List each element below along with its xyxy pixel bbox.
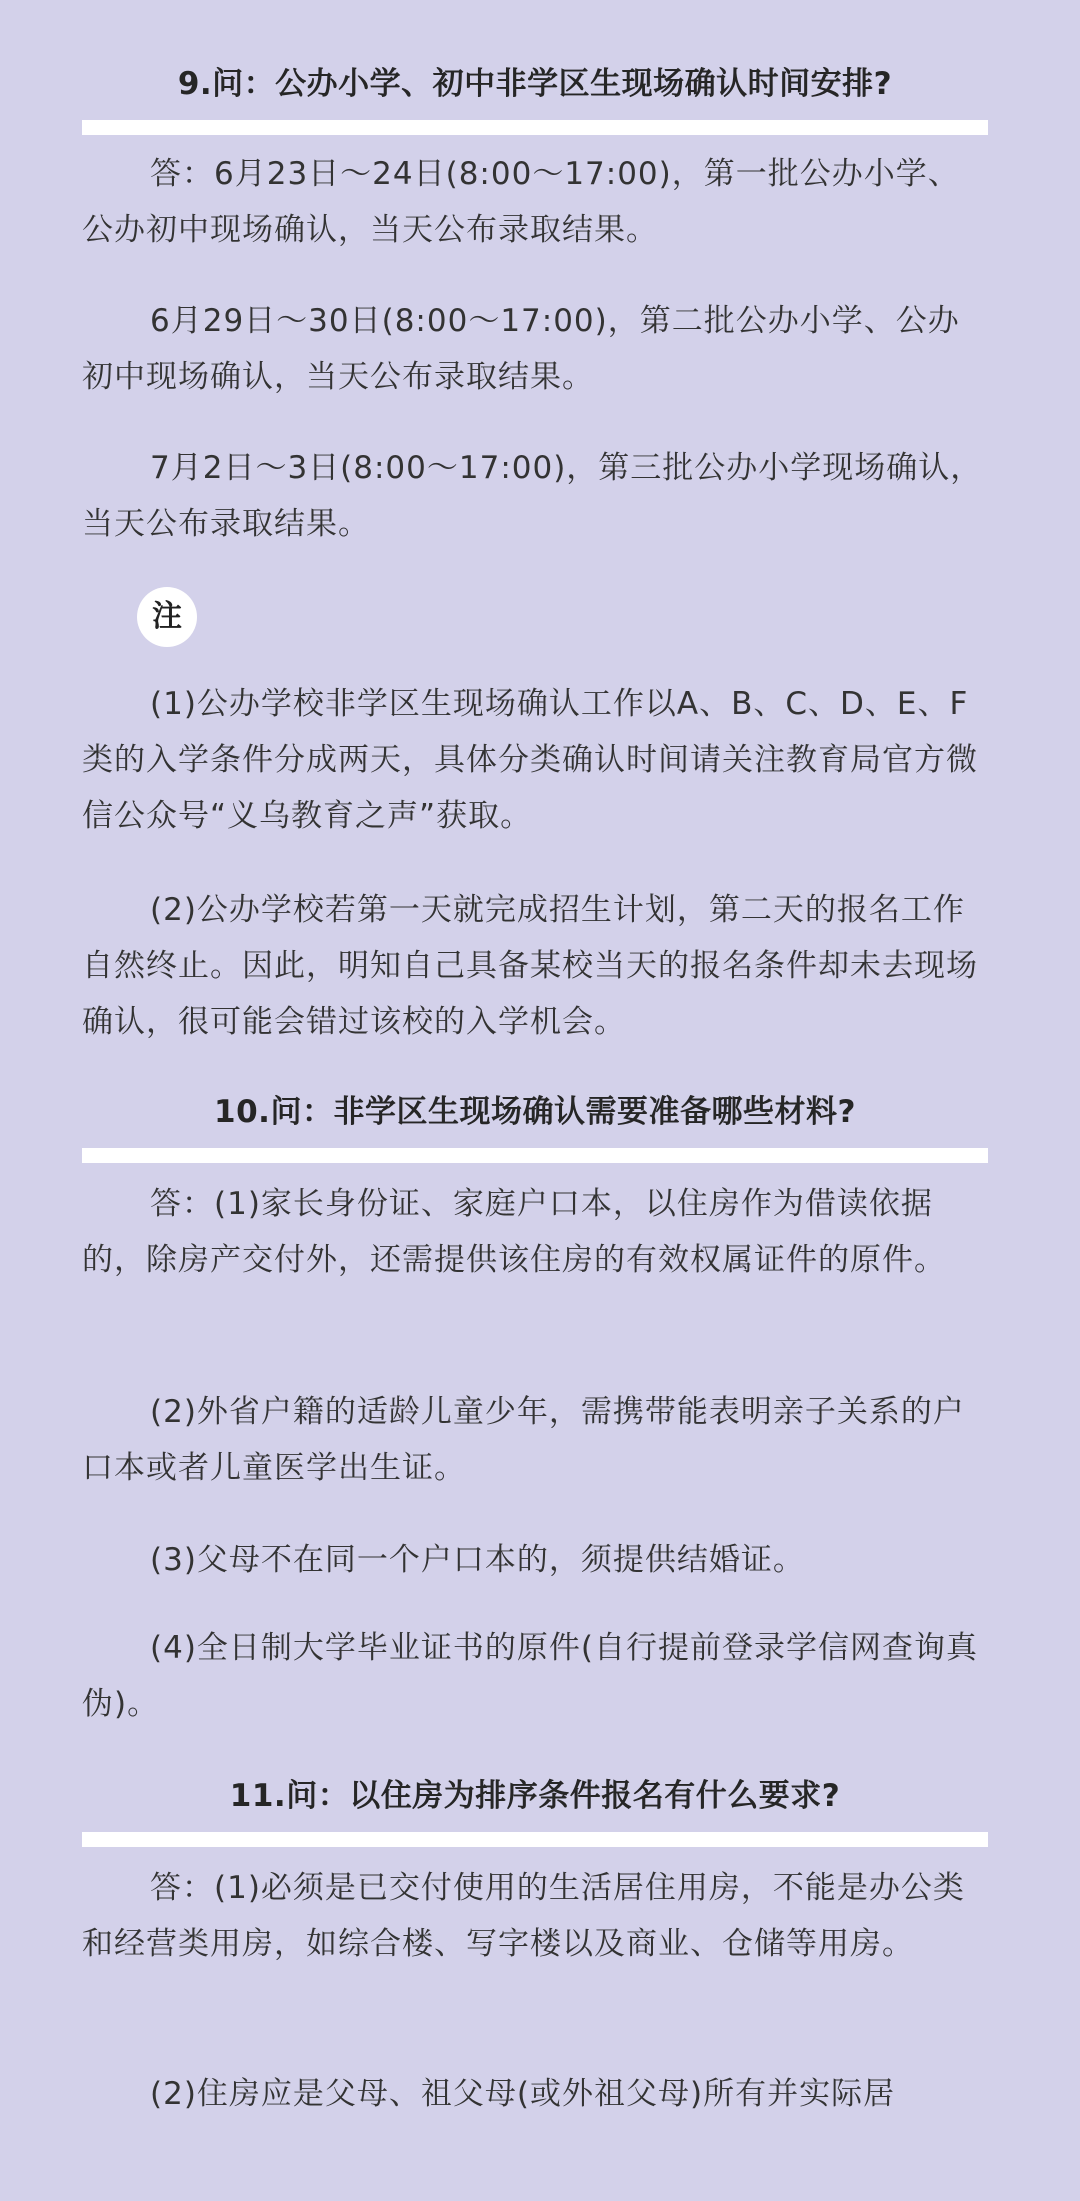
question-10-divider-bar <box>82 1148 988 1163</box>
q10-answer-paragraph-3: (3)父母不在同一个户口本的，须提供结婚证。 <box>150 1542 805 1578</box>
q9-answer-paragraph-3: 7月2日～3日(8:00～17:00)，第三批公办小学现场确认，当天公布录取结果。 <box>82 450 983 542</box>
question-9-divider-bar <box>82 120 988 135</box>
question-11-header <box>82 1774 988 1847</box>
q9-answer-paragraph-1: 答：6月23日～24日(8:00～17:00)，第一批公办小学、公办初中现场确认，当天公布录取结果。 <box>82 156 960 248</box>
question-10-title: 10.问：非学区生现场确认需要准备哪些材料? <box>214 1094 856 1130</box>
q9-note-2: (2)公办学校若第一天就完成招生计划，第二天的报名工作自然终止。因此，明知自己具备某校当天的报名条件却未去现场确认，很可能会错过该校的入学机会。 <box>82 892 978 1040</box>
q10-answer-paragraph-4: (4)全日制大学毕业证书的原件(自行提前登录学信网查询真伪)。 <box>82 1630 979 1722</box>
q10-answer-paragraph-1: 答：(1)家长身份证、家庭户口本，以住房作为借读依据的，除房产交付外，还需提供该住房的有效权属证件的原件。 <box>82 1186 946 1278</box>
question-10-header <box>82 1090 988 1163</box>
q9-answer-paragraph-2: 6月29日～30日(8:00～17:00)，第二批公办小学、公办初中现场确认，当天公布录取结果。 <box>82 303 960 395</box>
question-9-title: 9.问：公办小学、初中非学区生现场确认时间安排? <box>177 66 893 102</box>
question-9-header <box>82 62 988 135</box>
q11-answer-paragraph-1: 答：(1)必须是已交付使用的生活居住用房，不能是办公类和经营类用房，如综合楼、写字楼以及商业、仓储等用房。 <box>82 1870 965 1962</box>
q9-note-1: (1)公办学校非学区生现场确认工作以A、B、C、D、E、F类的入学条件分成两天，具体分类确认时间请关注教育局官方微信公众号“义乌教育之声”获取。 <box>82 686 978 834</box>
question-11-title: 11.问：以住房为排序条件报名有什么要求? <box>229 1778 841 1814</box>
q10-answer-paragraph-2: (2)外省户籍的适龄儿童少年，需携带能表明亲子关系的户口本或者儿童医学出生证。 <box>82 1394 965 1486</box>
note-badge: 注 <box>137 587 197 647</box>
question-11-divider-bar <box>82 1832 988 1847</box>
q11-answer-paragraph-2: (2)住房应是父母、祖父母(或外祖父母)所有并实际居 <box>150 2076 896 2112</box>
